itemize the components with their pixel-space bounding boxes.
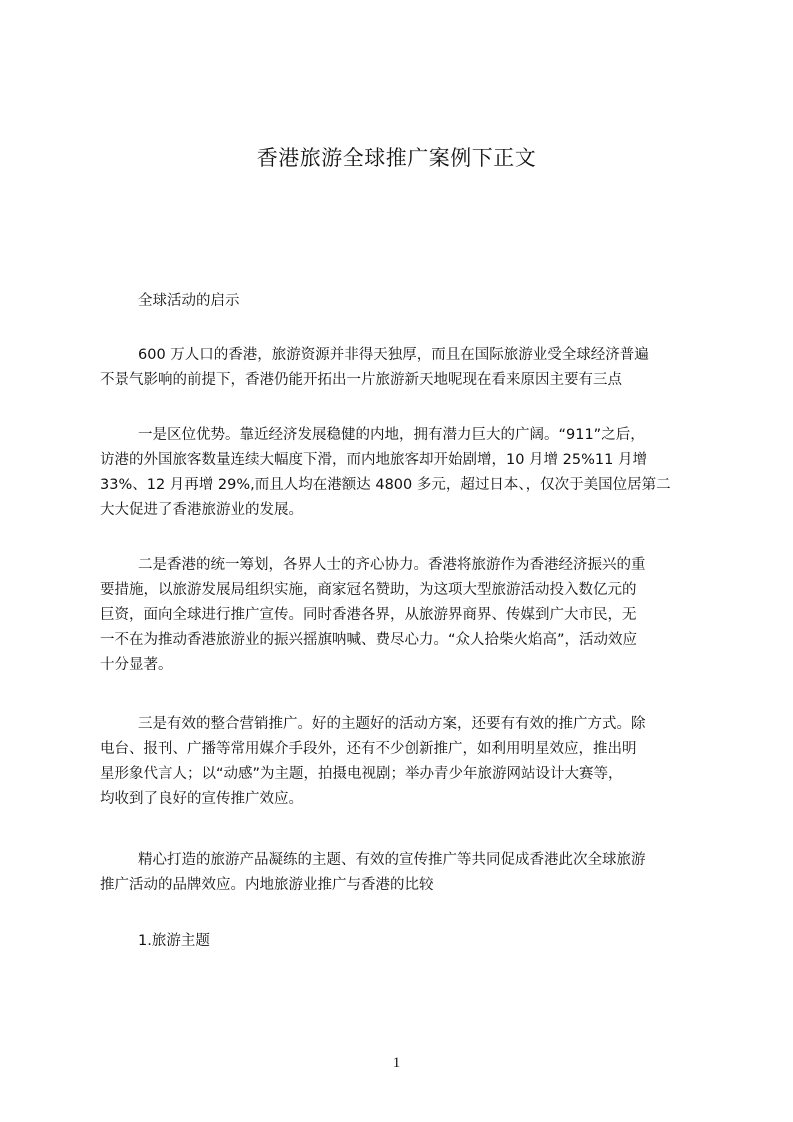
paragraph-line: 一不在为推动香港旅游业的振兴摇旗呐喊、费尽心力。“众人拾柴火焰高”，活动效应 (100, 632, 638, 648)
page-title: 香港旅游全球推广案例下正文 (256, 146, 537, 170)
paragraph-line: 三是有效的整合营销推广。好的主题好的活动方案，还要有有效的推广方式。除 (138, 716, 646, 732)
paragraph-line: 二是香港的统一筹划，各界人士的齐心协力。香港将旅游作为香港经济振兴的重 (138, 557, 646, 573)
paragraph-line: 一是区位优势。靠近经济发展稳健的内地，拥有潜力巨大的广阔。“911”之后， (138, 427, 645, 443)
list-item-block (100, 929, 696, 954)
section-heading: 全球活动的启示 (138, 293, 240, 309)
paragraph-line: 巨资，面向全球进行推广宣传。同时香港各界，从旅游界商界、传媒到广大市民，无 (100, 607, 637, 623)
paragraph-3 (100, 553, 696, 678)
paragraph-line: 大大促进了香港旅游业的发展。 (100, 502, 303, 518)
list-item: 1.旅游主题 (138, 933, 210, 949)
paragraph-2 (100, 423, 696, 523)
paragraph-line: 33%、12 月再增 29%,而且人均在港额达 4800 多元，超过日本、，仅次于美国位居第二 (100, 477, 671, 493)
page-number: 1 (392, 1055, 401, 1071)
paragraph-line: 均收到了良好的宣传推广效应。 (100, 791, 303, 807)
paragraph-line: 访港的外国旅客数量连续大幅度下滑，而内地旅客却开始剧增，10 月增 25%11 月增 (100, 452, 647, 468)
paragraph-line: 十分显著。 (100, 657, 173, 673)
paragraph-line: 600 万人口的香港，旅游资源并非得天独厚，而且在国际旅游业受全球经济普遍 (138, 347, 649, 363)
paragraph-line: 推广活动的品牌效应。内地旅游业推广与香港的比较 (100, 877, 434, 893)
paragraph-line: 要措施，以旅游发展局组织实施，商家冠名赞助，为这项大型旅游活动投入数亿元的 (100, 582, 637, 598)
paragraph-line: 不景气影响的前提下，香港仍能开拓出一片旅游新天地呢现在看来原因主要有三点 (100, 372, 622, 388)
paragraph-4 (100, 712, 696, 812)
paragraph-line: 精心打造的旅游产品凝练的主题、有效的宣传推广等共同促成香港此次全球旅游 (138, 852, 646, 868)
section-heading-block (100, 289, 696, 314)
paragraph-line: 电台、报刊、广播等常用媒介手段外，还有不少创新推广，如利用明星效应，推出明 (100, 741, 637, 757)
paragraph-5 (100, 848, 696, 898)
paragraph-line: 星形象代言人；以“动感”为主题，拍摄电视剧；举办青少年旅游网站设计大赛等， (100, 766, 623, 782)
paragraph-1 (100, 343, 696, 393)
